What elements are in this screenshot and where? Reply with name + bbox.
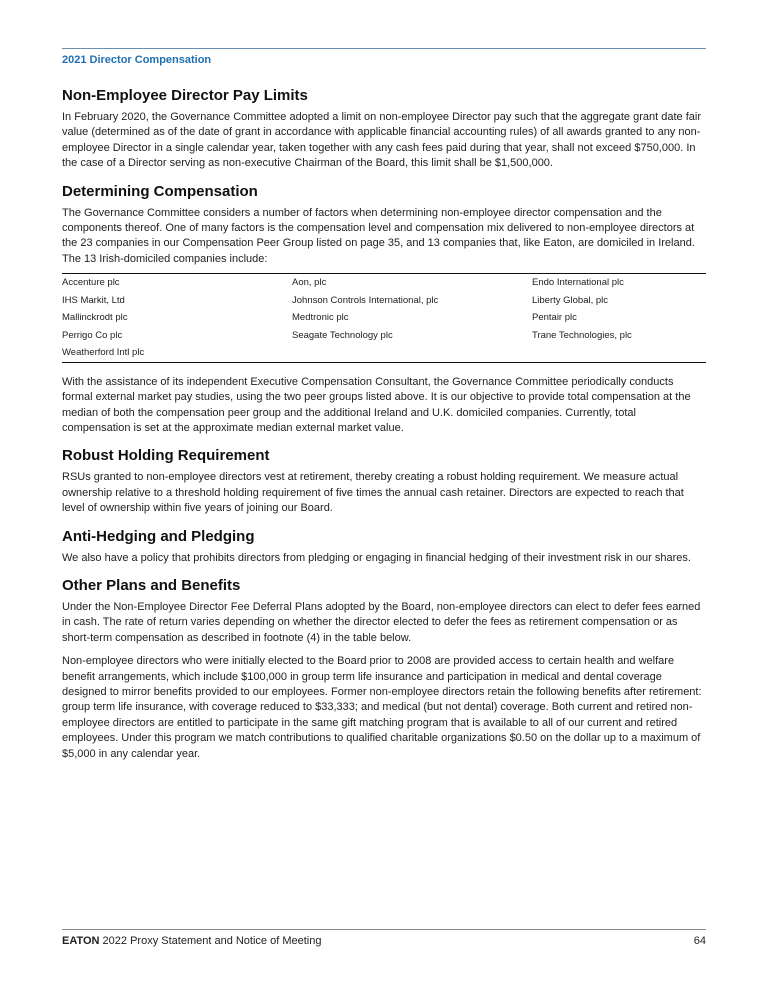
company-cell: Weatherford Intl plc [62, 347, 145, 359]
footer-brand: EATON [62, 935, 100, 947]
company-cell: Pentair plc [532, 312, 577, 324]
company-cell [292, 344, 532, 362]
main-content [62, 86, 706, 772]
company-cell: Johnson Controls International, plc [292, 294, 439, 306]
heading-holding: Robust Holding Requirement [62, 447, 270, 465]
paragraph-other-benefits: Non-employee directors who were initially elected to the Board prior to 2008 are provided access to certain health and welfare benefit arrangements, which include $100,000 in group term life insurance and participation in medical and dental coverage designed to mirror benefits provided to our employees. Former non-employee directors retain the following benefits after retirement: group term life insurance, with coverage reduced to $33,333; and medical (but not dental) coverage. Both current and retired non-employee directors are entitled to participate in the same gift matching program that is available to all of our current and retired employees. Under this program we match contributions to qualified charitable organizations $0.50 on the dollar up to a maximum of $5,000 in any calendar year. [62, 655, 702, 760]
header-rule [62, 48, 706, 49]
paragraph-hedging: We also have a policy that prohibits directors from pledging or engaging in financial hedging of their investment risk in our shares. [62, 551, 691, 564]
table-row [62, 309, 706, 327]
paragraph-determining-intro: The Governance Committee considers a number of factors when determining non-employee director compensation and the components thereof. One of many factors is the compensation level and compensation mix delivered to non-employee directors at the 23 companies in our Compensation Peer Group listed on page 35, and 13 companies that, like Eaton, are domiciled in Ireland. The 13 Irish-domiciled companies include: [62, 206, 695, 265]
section-determining-compensation [62, 182, 706, 437]
company-cell: Liberty Global, plc [532, 294, 609, 306]
company-cell [532, 344, 706, 362]
section-other-plans [62, 576, 706, 762]
heading-determining-compensation: Determining Compensation [62, 182, 258, 200]
section-holding [62, 446, 706, 516]
paragraph-determining-market: With the assistance of its independent Executive Compensation Consultant, the Governance Committee periodically conducts formal external market pay studies, using the two peer groups listed above. It is our objective to provide total compensation at the median of both the compensation peer group and the additional Ireland and U.K. domiciled companies. Currently, total compensation is set at the approximate median external market value. [62, 375, 691, 434]
company-cell: Perrigo Co plc [62, 329, 123, 341]
company-cell: Accenture plc [62, 277, 120, 289]
footer-doc-title: 2022 Proxy Statement and Notice of Meeting [99, 935, 322, 947]
table-row [62, 327, 706, 345]
company-cell: Endo International plc [532, 277, 624, 289]
paragraph-other-deferral: Under the Non-Employee Director Fee Deferral Plans adopted by the Board, non-employee directors can elect to defer fees earned in cash. The rate of return varies depending on whether the director elected to defer the fees as retirement compensation or as short-term compensation as described in footnote (4) in the table below. [62, 601, 701, 644]
table-row [62, 344, 706, 362]
page-number: 64 [693, 935, 706, 947]
table-row [62, 292, 706, 310]
section-pay-limits [62, 86, 706, 172]
section-label: 2021 Director Compensation [62, 54, 212, 66]
irish-companies-table [62, 273, 706, 363]
heading-pay-limits: Non-Employee Director Pay Limits [62, 87, 308, 104]
heading-hedging: Anti-Hedging and Pledging [62, 527, 255, 545]
paragraph-pay-limits: In February 2020, the Governance Committee adopted a limit on non-employee Director pay such that the aggregate grant date fair value (determined as of the date of grant in accordance with applicable financial accounting rules) of all awards granted to any non-employee Director in a single calendar year, taken together with any cash fees paid during that year, shall not exceed $750,000. In the case of a Director serving as non-executive Chairman of the Board, this limit shall be $1,500,000. [62, 111, 701, 170]
company-cell: Aon, plc [292, 277, 327, 289]
section-hedging [62, 527, 706, 566]
heading-other-plans: Other Plans and Benefits [62, 577, 241, 594]
table-row [62, 274, 706, 292]
company-cell: Medtronic plc [292, 312, 349, 324]
paragraph-holding: RSUs granted to non-employee directors vest at retirement, thereby creating a robust holding requirement. We measure actual ownership relative to a threshold holding requirement of five times the annual cash retainer. Directors are expected to reach that level of ownership within five years of joining our Board. [62, 471, 684, 515]
company-cell: Seagate Technology plc [292, 329, 393, 341]
company-cell: IHS Markit, Ltd [62, 294, 125, 306]
footer [62, 935, 706, 947]
company-cell: Trane Technologies, plc [532, 329, 632, 341]
footer-rule [62, 929, 706, 930]
company-cell: Mallinckrodt plc [62, 312, 128, 324]
